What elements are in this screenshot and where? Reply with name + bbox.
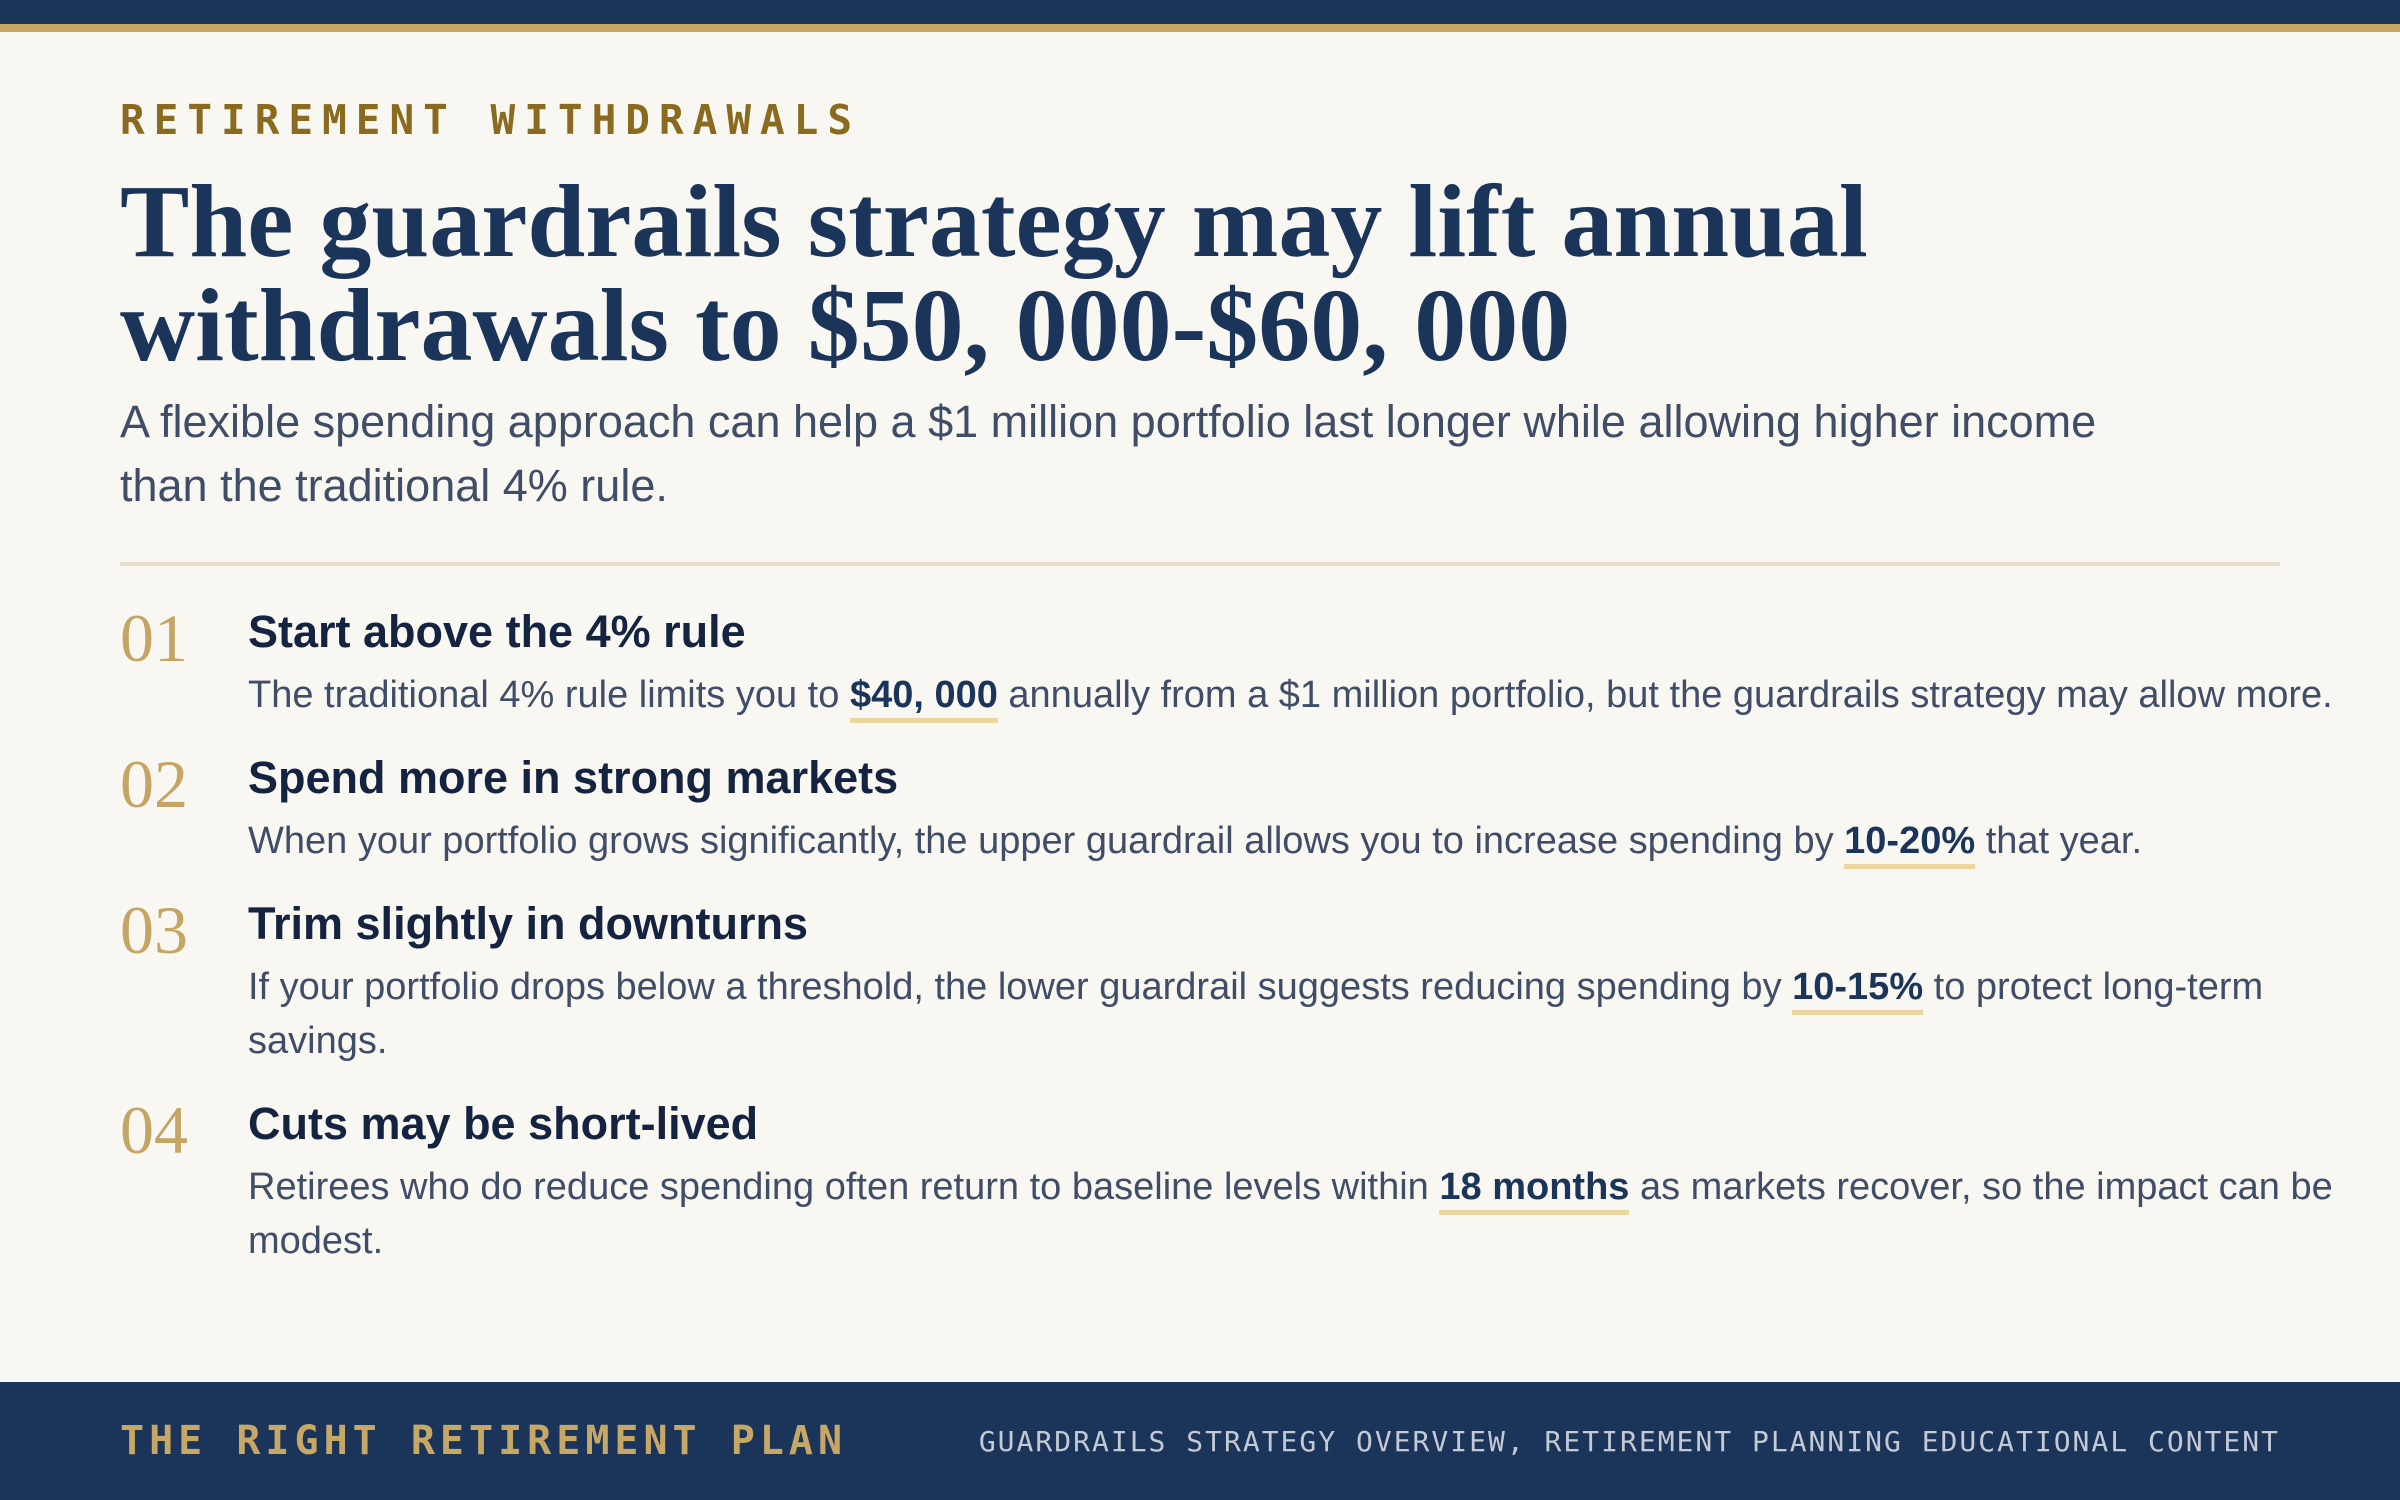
top-gold-rule: [0, 24, 2400, 32]
step-highlight: 18 months: [1439, 1166, 1629, 1215]
step-text-before: If your portfolio drops below a threshold, the lower guardrail suggests reducing spending by: [248, 966, 1793, 1008]
step-description: [248, 668, 2368, 722]
section-divider: [120, 562, 2280, 566]
step-text-before: Retirees who do reduce spending often return to baseline levels within: [248, 1166, 1440, 1208]
step-description: [248, 1160, 2368, 1268]
step-number: 02: [120, 746, 188, 822]
main-content: [120, 90, 2333, 1268]
step-description: [248, 814, 2368, 868]
step-body: [248, 750, 2368, 868]
step-title: Cuts may be short-lived: [248, 1098, 759, 1149]
eyebrow-label: RETIREMENT WITHDRAWALS: [120, 96, 862, 144]
top-navy-band: [0, 0, 2400, 24]
step-highlight: 10-15%: [1792, 966, 1923, 1015]
step-description: [248, 960, 2368, 1068]
step-text-before: When your portfolio grows significantly, the upper guardrail allows you to increase spending by: [248, 820, 1845, 862]
page-title: The guardrails strategy may lift annual withdrawals to $50, 000-$60, 000: [120, 164, 1868, 383]
step-item: [120, 892, 2280, 1068]
page-subtitle: A flexible spending approach can help a $1 million portfolio last longer while allowing higher income than the traditional 4% rule.: [120, 396, 2097, 511]
step-number: 04: [120, 1092, 188, 1168]
footer-brand: THE RIGHT RETIREMENT PLAN: [120, 1418, 848, 1464]
footer: [0, 1382, 2400, 1500]
step-text-after: that year.: [1975, 820, 2143, 862]
step-title: Spend more in strong markets: [248, 752, 899, 803]
step-item: [120, 600, 2333, 722]
steps-list: [120, 600, 2333, 1268]
step-text-after: as markets recover, so the impact can be modest.: [248, 1166, 2333, 1262]
step-highlight: 10-20%: [1844, 820, 1975, 869]
step-highlight: $40, 000: [850, 674, 998, 723]
step-title: Trim slightly in downturns: [248, 898, 809, 949]
step-text-after: annually from a $1 million portfolio, but the guardrails strategy may allow more.: [997, 674, 2333, 716]
step-text-after: to protect long-term savings.: [248, 966, 2264, 1062]
step-text-before: The traditional 4% rule limits you to: [248, 674, 850, 716]
step-body: [248, 604, 2368, 722]
footer-tagline: GUARDRAILS STRATEGY OVERVIEW, RETIREMENT PLANNING EDUCATIONAL CONTENT: [978, 1424, 2280, 1458]
step-body: [248, 1096, 2368, 1268]
step-number: 01: [120, 600, 188, 676]
step-item: [120, 1092, 2333, 1268]
step-body: [248, 896, 2368, 1068]
step-number: 03: [120, 892, 188, 968]
step-item: [120, 746, 2280, 868]
step-title: Start above the 4% rule: [248, 606, 746, 657]
